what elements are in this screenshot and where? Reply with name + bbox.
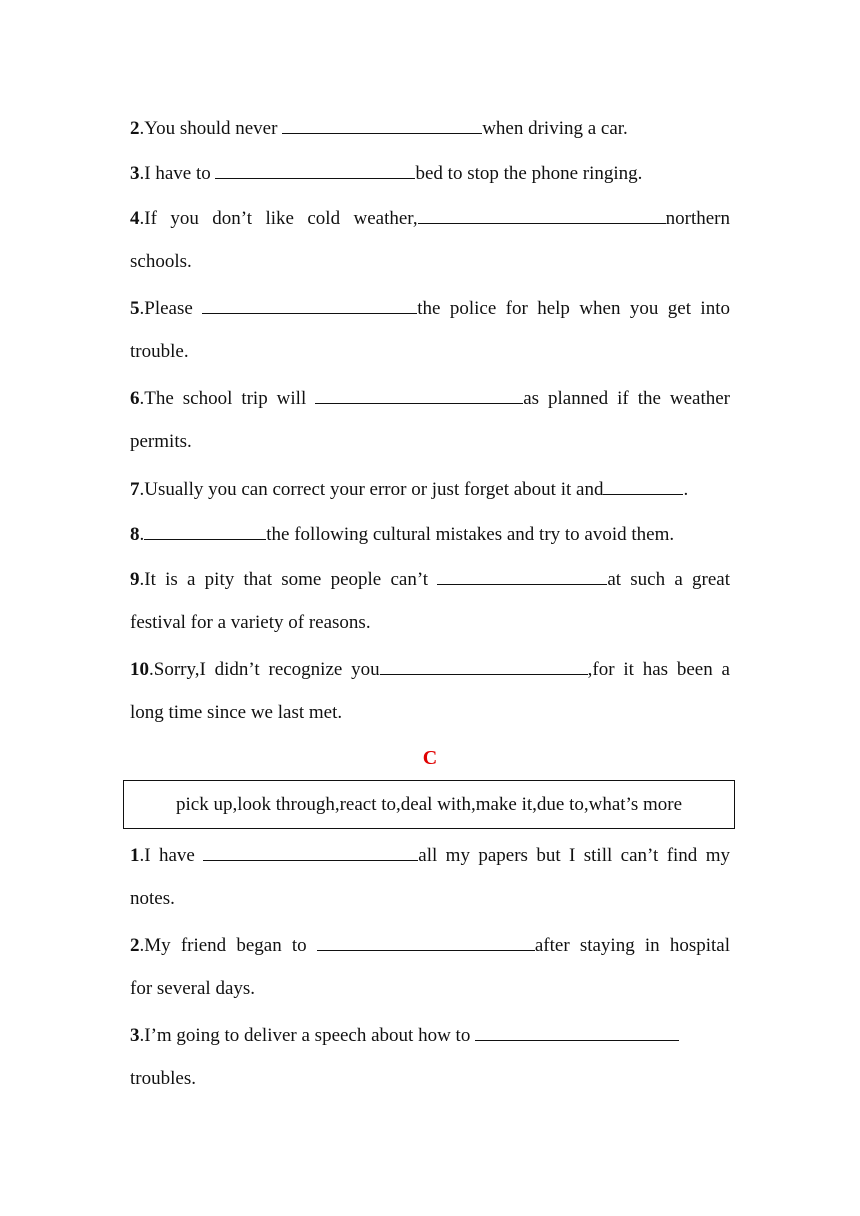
question-number: 9 [130, 569, 140, 590]
question-b6 [130, 385, 730, 411]
question-c2-continuation: for several days. [130, 978, 256, 999]
question-text: .Sorry,I didn’t recognize you [149, 659, 380, 680]
question-number: 4 [130, 208, 140, 229]
question-b5 [130, 295, 730, 321]
question-c3 [130, 1022, 730, 1048]
question-text-end: at such a great [607, 569, 730, 590]
answer-blank[interactable] [437, 566, 607, 585]
answer-blank[interactable] [203, 842, 418, 861]
question-c1 [130, 842, 730, 868]
question-text-end: bed to stop the phone ringing. [415, 163, 643, 184]
question-b10-continuation: long time since we last met. [130, 702, 343, 723]
question-text: .Usually you can correct your error or just forget about it and [139, 479, 604, 500]
question-number: 2 [130, 935, 140, 956]
question-text-end: the police for help when you get into [417, 298, 730, 319]
answer-blank[interactable] [282, 115, 482, 134]
question-text: .Please [139, 298, 203, 319]
word-bank-text: pick up,look through,react to,deal with,make it,due to,what’s more [175, 793, 682, 815]
question-text-end: . [683, 479, 689, 500]
question-number: 7 [130, 479, 140, 500]
question-text: .It is a pity that some people can’t [139, 569, 438, 590]
question-text: .I have to [139, 163, 216, 184]
section-c-heading: C [422, 747, 438, 769]
answer-blank[interactable] [315, 385, 523, 404]
answer-blank[interactable] [317, 932, 535, 951]
question-c2 [130, 932, 730, 958]
question-b10 [130, 656, 730, 682]
question-b2 [130, 115, 730, 141]
question-number: 3 [130, 1025, 140, 1046]
question-text: .I have [139, 845, 204, 866]
question-b4 [130, 205, 730, 231]
question-b9-continuation: festival for a variety of reasons. [130, 612, 371, 633]
question-text-end: ,for it has been a [587, 659, 730, 680]
question-number: 2 [130, 118, 140, 139]
question-text-end: after staying in hospital [534, 935, 730, 956]
question-text: . [139, 524, 145, 545]
question-text: .The school trip will [139, 388, 316, 409]
question-b8 [130, 521, 730, 547]
question-b6-continuation: permits. [130, 431, 192, 452]
question-number: 6 [130, 388, 140, 409]
question-b7 [130, 476, 730, 502]
question-number: 10 [130, 659, 149, 680]
question-c1-continuation: notes. [130, 888, 175, 909]
question-b9 [130, 566, 730, 592]
answer-blank[interactable] [603, 476, 683, 495]
question-text-end: as planned if the weather [523, 388, 731, 409]
answer-blank[interactable] [475, 1022, 679, 1041]
question-number: 1 [130, 845, 140, 866]
question-text-end: the following cultural mistakes and try to avoid them. [266, 524, 675, 545]
answer-blank[interactable] [215, 160, 415, 179]
question-text-end: when driving a car. [482, 118, 628, 139]
question-text-end: all my papers but I still can’t find my [418, 845, 730, 866]
question-text: .I’m going to deliver a speech about how to [139, 1025, 476, 1046]
question-text: .If you don’t like cold weather, [139, 208, 418, 229]
question-text: .You should never [139, 118, 283, 139]
question-b4-continuation: schools. [130, 251, 192, 272]
question-number: 8 [130, 524, 140, 545]
answer-blank[interactable] [418, 205, 666, 224]
question-b3 [130, 160, 730, 186]
question-c3-continuation: troubles. [130, 1068, 196, 1089]
answer-blank[interactable] [202, 295, 417, 314]
question-number: 5 [130, 298, 140, 319]
question-text-end: northern [665, 208, 730, 229]
answer-blank[interactable] [380, 656, 588, 675]
word-bank-box [123, 780, 735, 829]
question-b5-continuation: trouble. [130, 341, 189, 362]
question-text: .My friend began to [139, 935, 317, 956]
answer-blank[interactable] [144, 521, 266, 540]
question-number: 3 [130, 163, 140, 184]
